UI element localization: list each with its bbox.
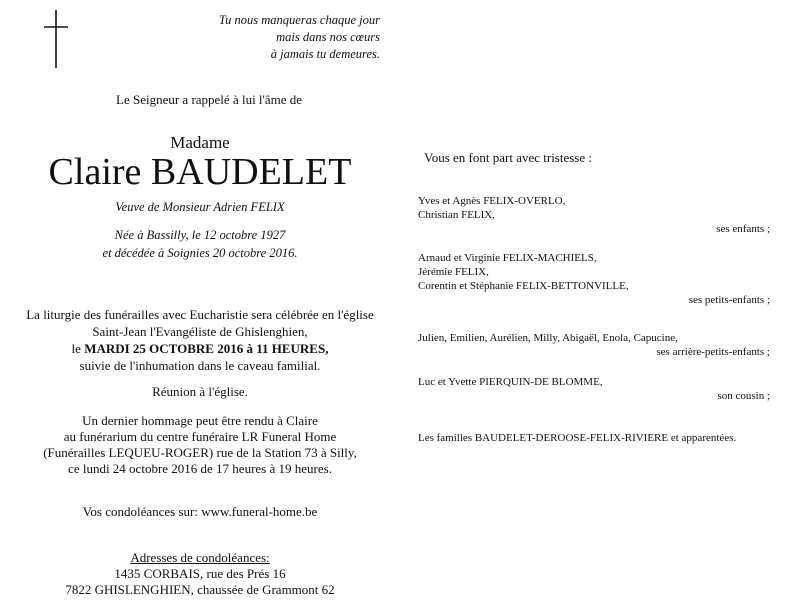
family-lead: Vous en font part avec tristesse :: [424, 150, 592, 165]
poem: [200, 12, 380, 63]
liturgy-date: MARDI 25 OCTOBRE 2016 à 11 HEURES,: [84, 341, 329, 356]
homage-line: (Funérailles LEQUEU-ROGER) rue de la Station 73 à Silly,: [43, 445, 357, 460]
family-group-grandchildren: [418, 251, 776, 307]
condolences-web: Vos condoléances sur: www.funeral-home.be: [82, 504, 318, 519]
family-name-line: Christian FELIX,: [418, 209, 495, 221]
liturgy-line: suivie de l'inhumation dans le caveau familial.: [79, 358, 321, 373]
address-line: 1435 CORBAIS, rue des Prés 16: [114, 566, 286, 581]
cross-icon: [40, 8, 70, 70]
family-name-line: Arnaud et Virginie FELIX-MACHIELS,: [418, 252, 597, 264]
liturgy-date-line: [0, 340, 400, 357]
birth-death-info: [0, 226, 400, 262]
family-group-children: [418, 194, 776, 236]
deceased-last-name: BAUDELET: [150, 151, 352, 193]
poem-line: Tu nous manqueras chaque jour: [218, 13, 380, 27]
reunion-text: Réunion à l'église.: [152, 384, 248, 399]
family-group-families: [418, 431, 776, 445]
family-group-cousin: [418, 375, 776, 403]
intro-text: Le Seigneur a rappelé à lui l'âme de: [116, 92, 303, 107]
family-relation: ses petits-enfants ;: [688, 294, 770, 306]
birth-line: Née à Bassilly, le 12 octobre 1927: [114, 228, 286, 242]
family-relation: ses arrière-petits-enfants ;: [656, 346, 770, 358]
poem-line: à jamais tu demeures.: [270, 47, 380, 61]
family-group-great-grandchildren: [418, 331, 776, 359]
deceased-first-name: Claire: [48, 151, 142, 193]
condolence-addresses: [0, 550, 400, 598]
homage-info: [0, 413, 400, 477]
widow-of: Veuve de Monsieur Adrien FELIX: [115, 200, 285, 214]
addresses-heading: Adresses de condoléances:: [130, 550, 270, 565]
family-relation: ses enfants ;: [716, 223, 770, 235]
family-name-line: Julien, Emilien, Aurélien, Milly, Abigaël, Enola, Capucine,: [418, 332, 678, 344]
liturgy-prefix: le: [71, 341, 81, 356]
address-line: 7822 GHISLENGHIEN, chaussée de Grammont 62: [65, 582, 335, 597]
poem-line: mais dans nos cœurs: [276, 30, 380, 44]
liturgy-info: [0, 306, 400, 374]
family-name-line: Corentin et Stéphanie FELIX-BETTONVILLE,: [418, 280, 629, 292]
liturgy-line: Saint-Jean l'Evangéliste de Ghislenghien,: [92, 324, 308, 339]
family-name-line: Yves et Agnès FELIX-OVERLO,: [418, 195, 566, 207]
family-name-line: Les familles BAUDELET-DEROOSE-FELIX-RIVIERE et apparentées.: [418, 432, 737, 444]
deceased-name: [0, 150, 400, 194]
family-name-line: Jérémie FELIX,: [418, 266, 489, 278]
liturgy-line: La liturgie des funérailles avec Eucharistie sera célébrée en l'église: [26, 307, 374, 322]
family-name-line: Luc et Yvette PIERQUIN-DE BLOMME,: [418, 376, 603, 388]
homage-line: Un dernier hommage peut être rendu à Claire: [82, 413, 318, 428]
homage-line: ce lundi 24 octobre 2016 de 17 heures à 19 heures.: [68, 461, 332, 476]
family-relation: son cousin ;: [717, 390, 770, 402]
death-line: et décédée à Soignies 20 octobre 2016.: [102, 246, 298, 260]
deceased-title: Madame: [170, 133, 230, 152]
family-column: [418, 0, 776, 614]
homage-line: au funérarium du centre funéraire LR Funeral Home: [63, 429, 337, 444]
